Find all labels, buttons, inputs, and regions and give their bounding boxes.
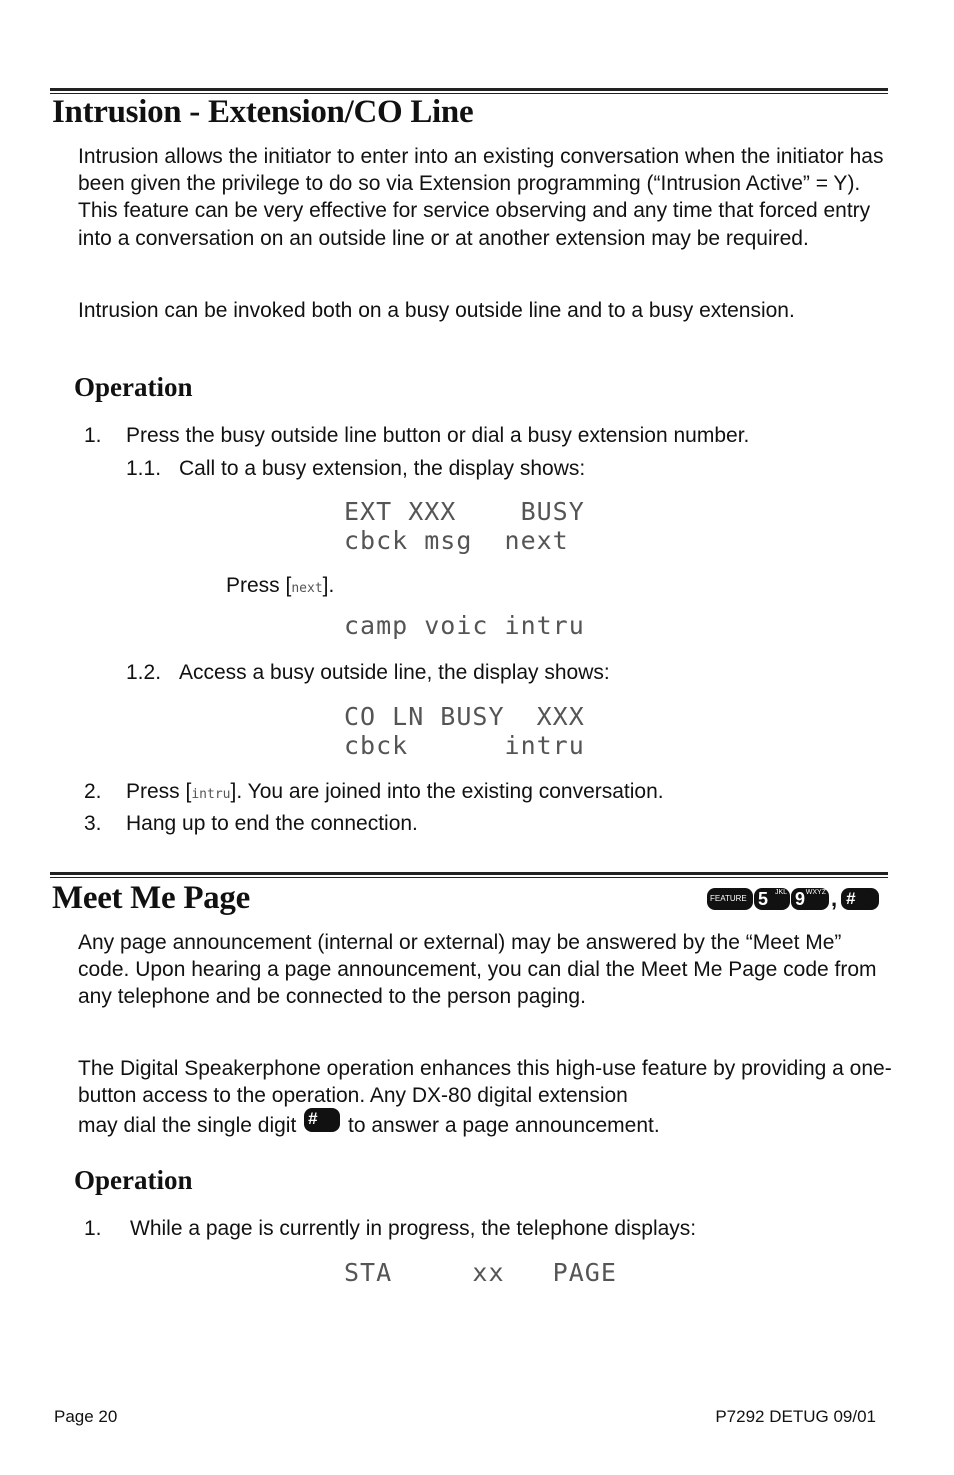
- text-prefix: may dial the single digit: [78, 1114, 297, 1137]
- nine-key-icon: 9 WXYZ: [791, 888, 829, 910]
- step-number: 3.: [84, 812, 102, 835]
- document-id: P7292 DETUG 09/01: [715, 1407, 876, 1426]
- press-prefix: Press [: [126, 780, 192, 803]
- meet-me-paragraph: Any page announcement (internal or external) may be answered by the “Meet Me” code. Upon hearing a page announcement, you can dial the Meet Me Page code from any telephone and be connected to the person paging.: [78, 931, 877, 1009]
- press-suffix: ].: [322, 574, 335, 597]
- section-divider: [50, 872, 888, 878]
- section-title: Meet Me Page: [52, 880, 250, 916]
- speakerphone-paragraph: The Digital Speakerphone operation enhances this high-use feature by providing a one-button access to the operation. Any DX-80 digital extension: [78, 1057, 892, 1108]
- step-number: 2.: [84, 780, 102, 803]
- lcd-display-line: CO LN BUSY XXX: [344, 702, 585, 731]
- feature-key-icon: FEATURE: [707, 888, 753, 910]
- lcd-display-line: EXT XXX BUSY: [344, 497, 585, 526]
- single-digit-line: [78, 1109, 660, 1138]
- softkey-label: intru: [191, 787, 231, 802]
- step-text: Hang up to end the connection.: [126, 812, 418, 835]
- invoke-paragraph: Intrusion can be invoked both on a busy outside line and to a busy extension.: [78, 299, 795, 322]
- hash-key-icon: #: [304, 1108, 340, 1132]
- page-number: Page 20: [54, 1407, 118, 1426]
- lcd-display-line: cbck intru: [344, 731, 585, 760]
- step-suffix: ]. You are joined into the existing conversation.: [230, 780, 664, 803]
- section-title: Intrusion - Extension/CO Line: [52, 94, 474, 130]
- five-key-icon: 5 JKL: [754, 888, 790, 910]
- press-prefix: Press [: [226, 574, 292, 597]
- substep-text: Access a busy outside line, the display shows:: [179, 661, 610, 684]
- lcd-display-line: camp voic intru: [344, 611, 585, 640]
- substep-text: Call to a busy extension, the display shows:: [179, 457, 586, 480]
- step-text: While a page is currently in progress, the telephone displays:: [130, 1217, 697, 1240]
- press-instruction: [226, 574, 334, 598]
- substep-number: 1.2.: [126, 661, 162, 684]
- step-text: [126, 780, 664, 804]
- softkey-label: next: [291, 581, 323, 596]
- text-suffix: to answer a page announcement.: [347, 1114, 660, 1137]
- operation-heading: Operation: [74, 1165, 193, 1195]
- step-text: Press the busy outside line button or dial a busy extension number.: [126, 424, 750, 447]
- lcd-display-line: STA xx PAGE: [344, 1258, 617, 1287]
- lcd-display-line: cbck msg next: [344, 526, 569, 555]
- operation-heading: Operation: [74, 372, 193, 402]
- hash-key-icon: #: [841, 888, 879, 910]
- intro-paragraph: Intrusion allows the initiator to enter into an existing conversation when the initiator has been given the privilege to do so via Extension programming (“Intrusion Active” = Y). This feature can be very effective for service observing and any time that forced entry into a conversation on an outside line or at another extension may be required.: [78, 145, 884, 250]
- separator-comma: ,: [831, 886, 838, 911]
- substep-number: 1.1.: [126, 457, 162, 480]
- step-number: 1.: [84, 1217, 102, 1240]
- feature-code-keys: [707, 886, 879, 912]
- step-number: 1.: [84, 424, 102, 447]
